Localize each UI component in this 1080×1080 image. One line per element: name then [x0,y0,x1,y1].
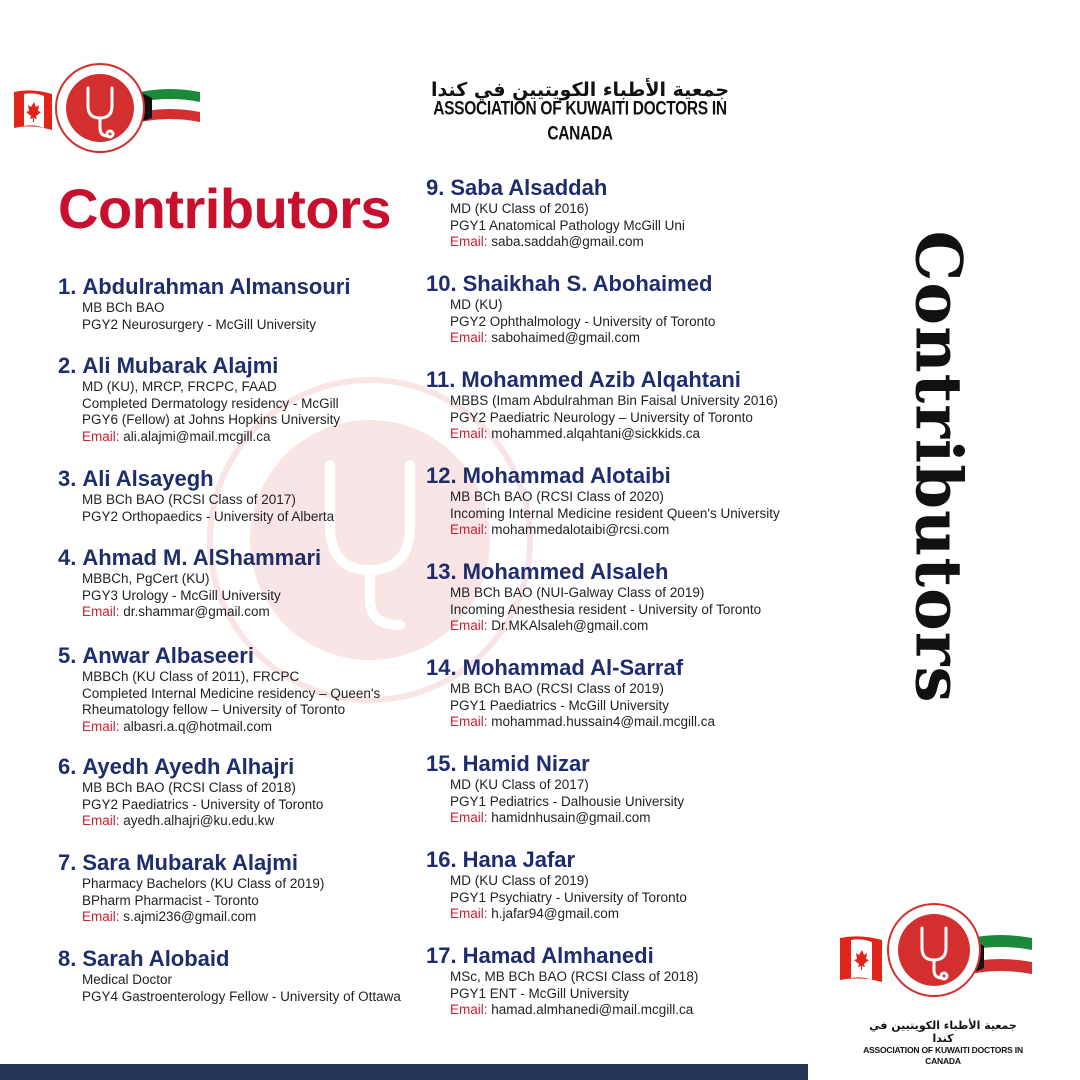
email-label: Email: [450,234,488,249]
org-name-english: ASSOCIATION OF KUWAITI DOCTORS IN CANADA [433,98,727,145]
association-logo [12,62,202,158]
contributor-number: 3. [58,466,77,491]
email-address[interactable]: albasri.a.q@hotmail.com [119,718,273,734]
contributor-number: 8. [58,946,77,971]
contributor-detail: BPharm Pharmacist - Toronto [82,892,259,908]
email-address[interactable]: sabohaimed@gmail.com [487,330,641,345]
page-title: Contributors [58,177,392,240]
contributor-name-text: Mohammed Azib Alqahtani [461,367,741,392]
contributor-email [426,1002,698,1019]
contributor-entry [426,271,715,347]
contributor-entry [426,463,780,539]
contributor-detail: PGY2 Paediatric Neurology – University of Toronto [450,409,753,425]
contributor-detail: MBBS (Imam Abdulrahman Bin Faisal University 2016) [450,393,778,408]
contributor-email [58,719,380,736]
contributor-name [58,274,350,300]
org-name-arabic: جمعية الأطباء الكويتيين في كندا [430,79,730,101]
contributor-detail: PGY1 Anatomical Pathology McGill Uni [450,217,685,233]
org-name-english-footer: ASSOCIATION OF KUWAITI DOCTORS IN CANADA [863,1045,1023,1066]
contributor-name-text: Ali Alsayegh [82,466,214,491]
email-address[interactable]: saba.saddah@gmail.com [487,234,644,249]
contributor-entry [426,655,715,731]
contributor-name [58,353,340,379]
email-address[interactable]: ali.alajmi@mail.mcgill.ca [119,428,271,444]
contributor-email [426,522,780,539]
contributor-name-text: Ali Mubarak Alajmi [82,353,279,378]
contributor-number: 16. [426,847,457,872]
contributor-detail: MD (KU Class of 2017) [450,777,589,792]
contributor-detail: MB BCh BAO (RCSI Class of 2017) [82,492,296,507]
contributor-entry [58,274,350,333]
contributor-number: 4. [58,545,77,570]
contributor-detail: MB BCh BAO (RCSI Class of 2020) [450,489,664,504]
contributor-number: 1. [58,274,77,299]
contributor-name-text: Anwar Albaseeri [82,643,254,668]
contributor-name [426,271,715,297]
email-label: Email: [450,426,488,441]
contributor-entry [426,559,761,635]
email-label: Email: [450,1002,488,1017]
contributor-entry [58,850,324,926]
contributor-name-text: Mohammad Alotaibi [462,463,671,488]
contributor-email [58,429,340,446]
contributor-detail: PGY1 Paediatrics - McGill University [450,697,670,713]
contributor-name [58,643,380,669]
contributor-number: 10. [426,271,457,296]
contributor-detail: PGY1 Pediatrics - Dalhousie University [450,793,685,809]
contributor-name [426,847,687,873]
email-label: Email: [82,718,120,734]
email-address[interactable]: Dr.MKAlsaleh@gmail.com [487,618,649,633]
contributor-number: 11. [426,367,456,392]
contributor-detail: MB BCh BAO [82,300,165,315]
email-address[interactable]: mohammed.alqahtani@sickkids.ca [487,426,701,441]
email-label: Email: [450,330,488,345]
contributor-entry [58,754,323,830]
contributor-entry [426,175,685,251]
contributor-name-text: Hamad Almhanedi [462,943,654,968]
contributor-email [58,813,323,830]
email-label: Email: [450,810,488,825]
contributor-detail: PGY2 Neurosurgery - McGill University [82,316,317,332]
contributor-name [426,655,715,681]
contributor-name [58,466,334,492]
contributor-name-text: Ayedh Ayedh Alhajri [82,754,295,779]
email-address[interactable]: s.ajmi236@gmail.com [119,909,257,924]
contributor-email [58,909,324,926]
contributor-name-text: Mohammad Al-Sarraf [462,655,684,680]
contributor-name-text: Ahmad M. AlShammari [82,545,322,570]
contributor-entry [58,643,380,735]
contributor-number: 15. [426,751,457,776]
email-label: Email: [450,522,488,537]
contributor-detail: PGY2 Ophthalmology - University of Toronto [450,313,716,329]
email-label: Email: [82,813,120,828]
contributor-entry [426,943,698,1019]
contributor-detail: Incoming Internal Medicine resident Queen's University [450,505,780,521]
contributor-detail: PGY4 Gastroenterology Fellow - University of Ottawa [82,988,401,1004]
contributor-name-text: Sarah Alobaid [82,946,230,971]
contributor-name-text: Shaikhah S. Abohaimed [462,271,713,296]
contributor-detail: Pharmacy Bachelors (KU Class of 2019) [82,876,325,891]
email-address[interactable]: h.jafar94@gmail.com [487,906,620,921]
contributor-detail: Completed Internal Medicine residency – Queen's [82,685,381,701]
contributor-name [426,943,698,969]
contributor-number: 14. [426,655,457,680]
email-address[interactable]: mohammedalotaibi@rcsi.com [487,522,670,537]
email-label: Email: [82,428,120,444]
email-label: Email: [450,618,488,633]
contributor-email [426,330,715,347]
contributor-detail: MB BCh BAO (RCSI Class of 2019) [450,681,664,696]
email-address[interactable]: hamidnhusain@gmail.com [487,810,651,825]
contributor-entry [58,946,401,1005]
contributor-detail: MBBCh (KU Class of 2011), FRCPC [82,669,300,684]
contributor-entry [426,751,684,827]
canada-flag [14,90,52,130]
contributor-number: 5. [58,643,77,668]
email-label: Email: [82,604,120,619]
contributor-name-text: Hamid Nizar [462,751,590,776]
contributor-number: 6. [58,754,77,779]
email-address[interactable]: ayedh.alhajri@ku.edu.kw [119,813,275,828]
contributor-number: 7. [58,850,77,875]
canada-flag-bottom [840,936,882,982]
organization-footer [858,1019,1028,1067]
contributor-email [426,906,687,923]
email-label: Email: [450,906,488,921]
contributor-number: 2. [58,353,77,378]
contributor-detail: PGY2 Orthopaedics - University of Alberta [82,508,335,524]
contributor-name [426,175,685,201]
contributor-email [426,234,685,251]
org-name-arabic-footer: جمعية الأطباء الكويتيين في كندا [869,1019,1017,1045]
contributor-name [426,367,778,393]
contributor-entry [426,847,687,923]
contributor-detail: Medical Doctor [82,972,173,987]
contributor-detail: MB BCh BAO (RCSI Class of 2018) [82,780,296,795]
contributor-entry [58,545,321,621]
contributor-entry [58,353,340,445]
contributor-detail: PGY1 Psychiatry - University of Toronto [450,889,687,905]
contributor-name-text: Abdulrahman Almansouri [82,274,351,299]
contributor-name [58,754,323,780]
contributor-number: 17. [426,943,457,968]
contributor-number: 12. [426,463,457,488]
contributor-number: 9. [426,175,445,200]
contributor-detail: MD (KU Class of 2019) [450,873,589,888]
email-label: Email: [450,714,488,729]
contributor-detail: Rheumatology fellow – University of Toronto [82,702,346,717]
contributor-detail: PGY1 ENT - McGill University [450,985,630,1001]
contributor-email [426,714,715,731]
contributor-name [58,545,321,571]
vertical-title [888,232,988,702]
contributor-detail: MBBCh, PgCert (KU) [82,571,210,586]
contributor-name-text: Hana Jafar [462,847,576,872]
contributor-email [58,604,321,621]
contributor-name-text: Sara Mubarak Alajmi [82,850,298,875]
contributor-name [426,463,780,489]
contributor-detail: MD (KU Class of 2016) [450,201,589,216]
contributor-name-text: Saba Alsaddah [450,175,608,200]
email-address[interactable]: mohammad.hussain4@mail.mcgill.ca [487,714,716,729]
contributor-name [426,559,761,585]
contributor-email [426,426,778,443]
contributor-detail: PGY3 Urology - McGill University [82,587,281,603]
contributor-name [426,751,684,777]
organization-header [425,78,735,145]
email-address[interactable]: dr.shammar@gmail.com [119,604,270,619]
contributor-detail: MB BCh BAO (NUI-Galway Class of 2019) [450,585,705,600]
contributor-name [58,850,324,876]
contributor-detail: Completed Dermatology residency - McGill [82,395,339,411]
email-label: Email: [82,909,120,924]
contributor-detail: PGY2 Paediatrics - University of Toronto [82,796,324,812]
footer-bar [0,1064,808,1080]
contributor-name [58,946,401,972]
contributor-email [426,810,684,827]
contributor-detail: Incoming Anesthesia resident - University of Toronto [450,601,762,617]
contributor-entry [426,367,778,443]
email-address[interactable]: hamad.almhanedi@mail.mcgill.ca [487,1002,694,1017]
contributor-name-text: Mohammed Alsaleh [462,559,669,584]
contributor-detail: MSc, MB BCh BAO (RCSI Class of 2018) [450,969,699,984]
contributor-entry [58,466,334,525]
association-logo-bottom [838,898,1034,998]
contributor-detail: MD (KU), MRCP, FRCPC, FAAD [82,379,277,394]
contributor-email [426,618,761,635]
vertical-title-text: Contributors [900,230,976,704]
contributor-detail: PGY6 (Fellow) at Johns Hopkins University [82,412,341,427]
contributor-number: 13. [426,559,457,584]
contributor-detail: MD (KU) [450,297,503,312]
kuwait-flag [140,89,200,122]
